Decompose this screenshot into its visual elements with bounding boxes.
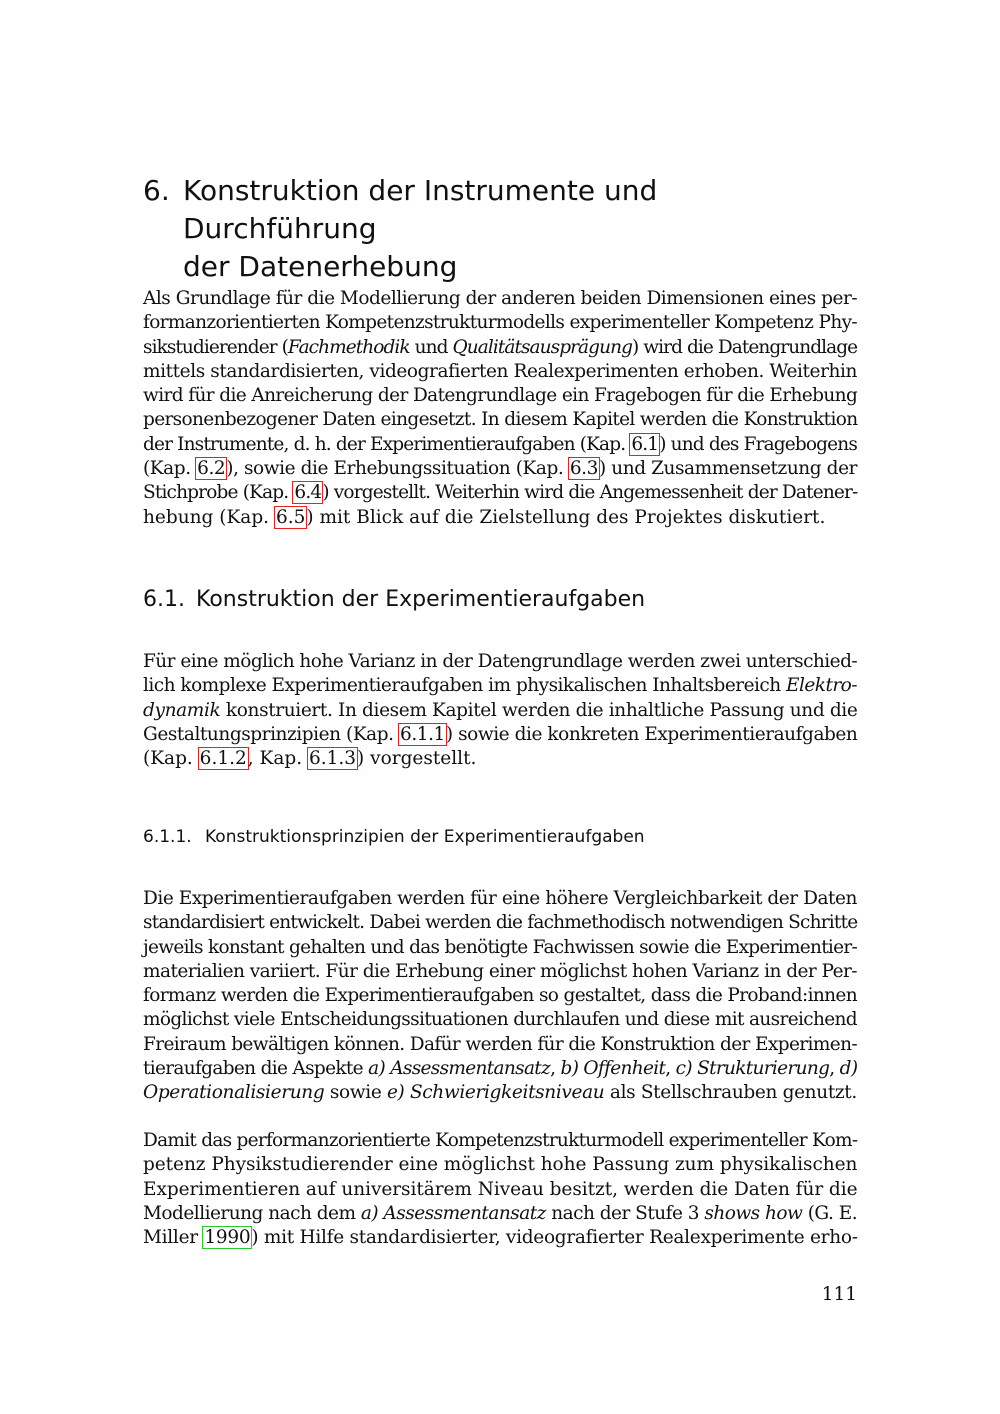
section-paragraph [143,650,857,771]
chapter-number: 6. [143,174,170,207]
text-line: möglichst viele Entscheidungssituationen durchlaufen und diese mit ausreichend [143,1009,857,1031]
chapter-ref-link[interactable]: 6.3 [569,458,598,480]
chapter-ref-link[interactable]: 6.2 [197,458,226,480]
text-line: materialien variiert. Für die Erhebung einer möglichst hohen Varianz in der Per- [143,960,857,982]
chapter-ref-link[interactable]: 6.1.1 [400,723,445,745]
text-line: Gestaltungsprinzipien (Kap. 6.1.1) sowie die konkreten Experimentieraufgaben [143,723,858,745]
text-line: Die Experimentieraufgaben werden für eine höhere Vergleichbarkeit der Daten [143,888,857,909]
section-title [143,585,857,615]
text-line: (Kap. 6.1.2, Kap. 6.1.3) vorgestellt. [143,748,477,770]
chapter-ref-link[interactable]: 6.1.2 [199,748,247,770]
text-line: (Kap. 6.2), sowie die Erhebungssituation (Kap. 6.3) und Zusammensetzung der [143,458,858,480]
subsection-number: 6.1.1. [143,827,192,847]
text-line: Stichprobe (Kap. 6.4) vorgestellt. Weiterhin wird die Angemessenheit der Datener- [143,482,858,504]
text-line: formanz werden die Experimentieraufgaben so gestaltet, dass die Proband:innen [143,985,858,1007]
chapter-ref-link[interactable]: 6.5 [275,506,306,528]
text-line: petenz Physikstudierender eine möglichst hohe Passung zum physikalischen [143,1154,858,1176]
text-line: jeweils konstant gehalten und das benötigte Fachwissen sowie die Experimentier- [143,936,857,958]
text-line: Damit das performanzorientierte Kompetenzstrukturmodell experimenteller Kom- [143,1130,858,1151]
text-line: sikstudierender (Fachmethodik und Qualitätsausprägung) wird die Datengrundlage [143,336,858,358]
intro-paragraph [143,287,857,530]
text-line: wird für die Anreicherung der Datengrundlage ein Fragebogen für die Erhebung [143,385,858,407]
citation-link[interactable]: 1990 [204,1227,251,1249]
body-paragraph [143,1129,857,1250]
text-line: Für eine möglich hohe Varianz in der Datengrundlage werden zwei unterschied- [143,651,858,672]
chapter-title [143,172,857,286]
text-line: standardisiert entwickelt. Dabei werden die fachmethodisch notwendigen Schritte [143,912,858,934]
chapter-ref-link[interactable]: 6.1.3 [308,748,357,770]
subsection-title-text: Konstruktionsprinzipien der Experimentieraufgaben [205,827,645,847]
page-number: 111 [821,1284,857,1305]
chapter-title-line-2: der Datenerhebung [183,250,458,283]
section-title-text: Konstruktion der Experimentieraufgaben [196,587,646,612]
text-line: Experimentieren auf universitärem Niveau besitzt, werden die Daten für die [143,1178,858,1200]
chapter-title-line-1: Konstruktion der Instrumente und Durchführung [183,174,658,245]
text-line: mittels standardisierten, videografierten Realexperimenten erhoben. Weiterhin [143,360,857,382]
text-line: hebung (Kap. 6.5) mit Blick auf die Zielstellung des Projektes diskutiert. [143,506,826,528]
text-line: Als Grundlage für die Modellierung der anderen beiden Dimensionen eines per- [143,288,858,309]
text-line: Modellierung nach dem a) Assessmentansatz nach der Stufe 3 shows how (G. E. [143,1202,858,1224]
text-line: tieraufgaben die Aspekte a) Assessmentansatz, b) Offenheit, c) Strukturierung, d) [143,1058,858,1080]
text-line: Operationalisierung sowie e) Schwierigkeitsniveau als Stellschrauben genutzt. [143,1082,857,1104]
text-line: formanzorientierten Kompetenzstrukturmodells experimenteller Kompetenz Phy- [143,312,857,334]
section-number: 6.1. [143,587,185,612]
chapter-ref-link[interactable]: 6.4 [294,482,322,504]
body-paragraph [143,887,857,1106]
text-line: Freiraum bewältigen können. Dafür werden für die Konstruktion der Experimen- [143,1033,857,1055]
text-line: Miller 1990) mit Hilfe standardisierter, videografierter Realexperimente erho- [143,1227,858,1249]
text-line: lich komplexe Experimentieraufgaben im physikalischen Inhaltsbereich Elektro- [143,675,857,697]
chapter-ref-link[interactable]: 6.1 [631,433,659,455]
text-line: personenbezogener Daten eingesetzt. In diesem Kapitel werden die Konstruktion [143,409,858,431]
text-line: der Instrumente, d. h. der Experimentieraufgaben (Kap. 6.1) und des Fragebogens [143,433,857,455]
subsection-title [143,825,857,849]
text-line: dynamik konstruiert. In diesem Kapitel werden die inhaltliche Passung und die [143,699,858,721]
